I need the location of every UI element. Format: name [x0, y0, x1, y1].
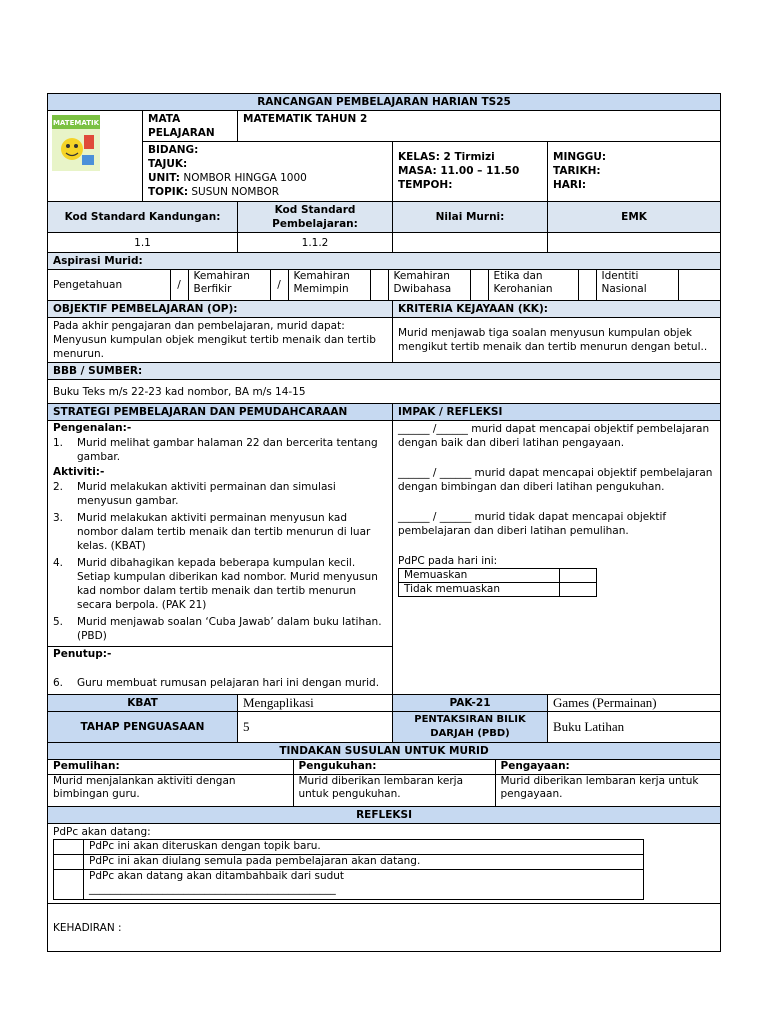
pemulihan-label: Pemulihan: [48, 760, 293, 774]
refleksi-option-teruskan: PdPc ini akan diteruskan dengan topik baru. [84, 840, 644, 855]
refleksi-checkbox-ulang[interactable] [54, 855, 84, 870]
kriteria-text: Murid menjawab tiga soalan menyusun kumpulan objek mengikut tertib menaik dan tertib menurun dengan betul.. [393, 318, 721, 363]
pdpc-options-table [398, 568, 597, 597]
tempoh-label: TEMPOH: [398, 179, 453, 191]
book-cover [48, 111, 143, 202]
nilai-murni-value [393, 233, 548, 253]
refleksi-option-tambahbaik-text: PdPc akan datang akan ditambahbaik dari sudut [89, 870, 345, 882]
refleksi-options-table [53, 839, 644, 900]
impak-content [393, 421, 721, 695]
pengayaan-text: Murid diberikan lembaran kerja untuk pengayaan. [495, 774, 721, 806]
aspirasi-item-identiti: Identiti Nasional [596, 270, 678, 300]
ksp-label: Kod Standard Pembelajaran: [238, 202, 393, 233]
ksk-label: Kod Standard Kandungan: [48, 202, 238, 233]
refleksi-checkbox-tambahbaik[interactable] [54, 870, 84, 900]
step-text: Murid dibahagikan kepada beberapa kumpulan kecil. Setiap kumpulan diberikan kad nombor. Murid menyusun kad nombor dalam tertib menaik dan tertib menurun secara berpola. (PAK 21) [77, 557, 378, 611]
refleksi-checkbox-teruskan[interactable] [54, 840, 84, 855]
svg-text:MATEMATIK: MATEMATIK [52, 119, 100, 127]
pbd-label: PENTAKSIRAN BILIK DARJAH (PBD) [393, 712, 548, 743]
kelas-label: KELAS: 2 Tirmizi [398, 151, 495, 163]
bbb-text: Buku Teks m/s 22-23 kad nombor, BA m/s 14-15 [48, 380, 721, 404]
kriteria-label: KRITERIA KEJAYAAN (KK): [393, 301, 721, 318]
aspirasi-label: Aspirasi Murid: [48, 253, 721, 270]
kehadiran-label: KEHADIRAN : [48, 904, 721, 952]
pdpc-akan-datang-label: PdPc akan datang: [53, 826, 151, 838]
step-number: 2. [53, 481, 64, 493]
aspirasi-row [48, 270, 721, 301]
strategi-step [53, 436, 387, 464]
strategi-step [53, 480, 387, 508]
pengayaan-label: Pengayaan: [495, 760, 721, 774]
penutup-list [53, 676, 387, 690]
pbd-value: Buku Latihan [548, 712, 721, 743]
refleksi-option-ulang: PdPc ini akan diulang semula pada pembelajaran akan datang. [84, 855, 644, 870]
step-number: 3. [53, 512, 64, 524]
pdpc-hari-ini-label: PdPC pada hari ini: [398, 555, 498, 567]
step-number: 5. [53, 616, 64, 628]
kbat-label: KBAT [48, 695, 238, 712]
mata-pelajaran-label: MATA PELAJARAN [143, 111, 238, 142]
aspirasi-mark-etika[interactable] [578, 270, 596, 300]
bidang-label: BIDANG: [148, 144, 199, 156]
step-text: Murid melihat gambar halaman 22 dan bercerita tentang gambar. [77, 437, 378, 463]
step-number: 4. [53, 557, 64, 569]
step-text: Murid melakukan aktiviti permainan menyusun kad nombor dalam tertib menaik dan tertib menurun di luar kelas. (KBAT) [77, 512, 371, 552]
ksp-value: 1.1.2 [238, 233, 393, 253]
strategi-step [53, 511, 387, 553]
impak-paragraph-1: ______ /______ murid dapat mencapai objektif pembelajaran dengan baik dan diberi latihan pengayaan. [398, 423, 710, 449]
pak21-value: Games (Permainan) [548, 695, 721, 712]
aspirasi-item-berfikir: Kemahiran Berfikir [188, 270, 270, 300]
refleksi-option-tambahbaik [84, 870, 644, 900]
aspirasi-item-dwibahasa: Kemahiran Dwibahasa [388, 270, 470, 300]
step-text: Guru membuat rumusan pelajaran hari ini dengan murid. [77, 677, 380, 689]
step-text: Murid menjawab soalan ‘Cuba Jawab’ dalam buku latihan. (PBD) [77, 616, 382, 642]
aspirasi-mark-pengetahuan[interactable]: / [170, 270, 188, 300]
impak-paragraph-3: ______ / ______ murid tidak dapat mencapai objektif pembelajaran dan diberi latihan pemulihan. [398, 511, 667, 537]
ksk-value: 1.1 [48, 233, 238, 253]
unit-label: UNIT: [148, 172, 181, 184]
step-number: 6. [53, 677, 64, 689]
strategi-step [53, 615, 387, 643]
aspirasi-table [48, 270, 721, 300]
strategi-step [53, 676, 387, 690]
aktiviti-list [53, 480, 387, 643]
pak21-label: PAK-21 [393, 695, 548, 712]
pengukuhan-text: Murid diberikan lembaran kerja untuk pengukuhan. [293, 774, 495, 806]
refleksi-option-tambahbaik-line: _______________________________________________ [89, 883, 336, 895]
minggu-label: MINGGU: [553, 151, 607, 163]
aspirasi-item-memimpin: Kemahiran Memimpin [288, 270, 370, 300]
lesson-plan-table [47, 93, 721, 952]
nilai-murni-label: Nilai Murni: [393, 202, 548, 233]
book-cover-icon [52, 115, 100, 171]
tarikh-label: TARIKH: [553, 165, 601, 177]
penutup-label: Penutup:- [48, 646, 392, 661]
unit-value: NOMBOR HINGGA 1000 [183, 172, 307, 184]
pdpc-option-memuaskan: Memuaskan [399, 569, 560, 583]
aspirasi-mark-dwibahasa[interactable] [470, 270, 488, 300]
step-text: Murid melakukan aktiviti permainan dan simulasi menyusun gambar. [77, 481, 336, 507]
aspirasi-mark-berfikir[interactable]: / [270, 270, 288, 300]
bbb-label: BBB / SUMBER: [48, 363, 721, 380]
pdpc-checkbox-memuaskan[interactable] [560, 569, 597, 583]
impak-label: IMPAK / REFLEKSI [393, 404, 721, 421]
subject-info [143, 142, 393, 202]
emk-label: EMK [548, 202, 721, 233]
masa-label: MASA: 11.00 – 11.50 [398, 165, 520, 177]
refleksi-label: REFLEKSI [48, 807, 721, 824]
pemulihan-text: Murid menjalankan aktiviti dengan bimbingan guru. [48, 774, 293, 806]
topik-value: SUSUN NOMBOR [191, 186, 280, 198]
mata-pelajaran-value: MATEMATIK TAHUN 2 [238, 111, 721, 142]
objektif-text: Pada akhir pengajaran dan pembelajaran, murid dapat: Menyusun kumpulan objek mengikut tertib menaik dan tertib menurun. [48, 318, 393, 363]
date-info [548, 142, 721, 202]
tajuk-label: TAJUK: [148, 158, 188, 170]
aspirasi-item-pengetahuan: Pengetahuan [48, 270, 170, 300]
strategi-content [48, 421, 393, 695]
refleksi-content [48, 824, 721, 904]
objektif-label: OBJEKTIF PEMBELAJARAN (OP): [48, 301, 393, 318]
pengukuhan-label: Pengukuhan: [293, 760, 495, 774]
tindakan-row [48, 760, 721, 807]
topik-label: TOPIK: [148, 186, 189, 198]
tahap-value: 5 [238, 712, 393, 743]
aspirasi-item-etika: Etika dan Kerohanian [488, 270, 578, 300]
kbat-value: Mengaplikasi [238, 695, 393, 712]
tindakan-label: TINDAKAN SUSULAN UNTUK MURID [48, 743, 721, 760]
page-title: RANCANGAN PEMBELAJARAN HARIAN TS25 [48, 94, 721, 111]
pdpc-option-tidak-memuaskan: Tidak memuaskan [399, 583, 560, 597]
aspirasi-mark-memimpin[interactable] [370, 270, 388, 300]
impak-paragraph-2: ______ / ______ murid dapat mencapai objektif pembelajaran dengan bimbingan dan diberi latihan pengukuhan. [398, 467, 713, 493]
class-info [393, 142, 548, 202]
strategi-step [53, 556, 387, 612]
pengenalan-list [53, 436, 387, 464]
tindakan-table [48, 760, 721, 806]
step-number: 1. [53, 437, 64, 449]
pengenalan-label: Pengenalan:- [53, 422, 132, 434]
aktiviti-label: Aktiviti:- [53, 466, 105, 478]
tahap-label: TAHAP PENGUASAAN [48, 712, 238, 743]
emk-value [548, 233, 721, 253]
lesson-plan-sheet [47, 93, 720, 952]
aspirasi-mark-identiti[interactable] [678, 270, 721, 300]
strategi-label: STRATEGI PEMBELAJARAN DAN PEMUDAHCARAAN [48, 404, 393, 421]
hari-label: HARI: [553, 179, 587, 191]
pdpc-checkbox-tidak-memuaskan[interactable] [560, 583, 597, 597]
